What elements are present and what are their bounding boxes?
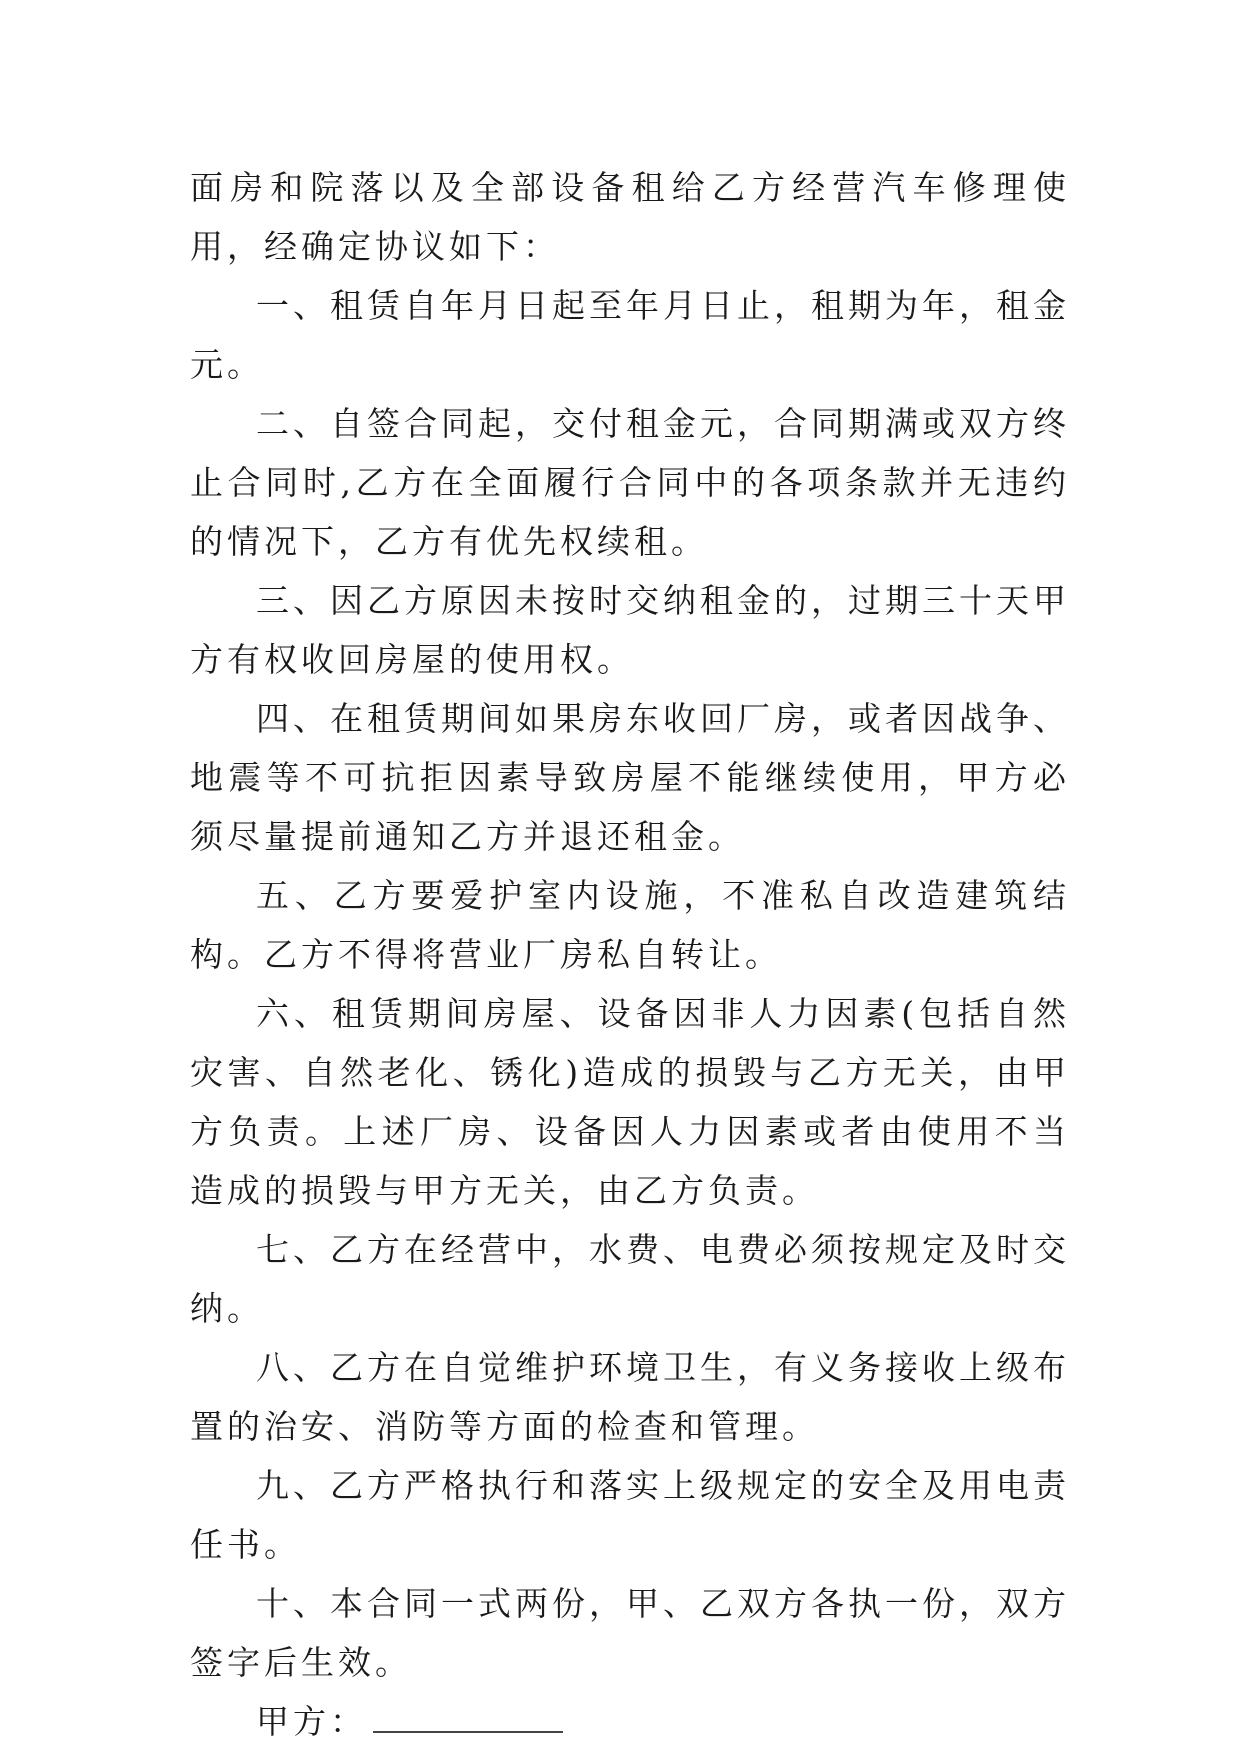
clause-5: 五、乙方要爱护室内设施，不准私自改造建筑结构。乙方不得将营业厂房私自转让。 bbox=[190, 876, 1070, 974]
clause-6: 六、租赁期间房屋、设备因非人力因素(包括自然灾害、自然老化、锈化)造成的损毁与乙方无关，由甲方负责。上述厂房、设备因人力因素或者由使用不当造成的损毁与甲方无关，由乙方负责。 bbox=[190, 994, 1070, 1210]
document-body bbox=[190, 158, 1070, 1751]
clause-2: 二、自签合同起，交付租金元，合同期满或双方终止合同时,乙方在全面履行合同中的各项条款并无违约的情况下，乙方有优先权续租。 bbox=[190, 404, 1070, 561]
clause-8: 八、乙方在自觉维护环境卫生，有义务接收上级布置的治安、消防等方面的检查和管理。 bbox=[190, 1348, 1070, 1446]
signature-blank bbox=[373, 1701, 563, 1733]
signature-label: 甲方： bbox=[256, 1702, 367, 1741]
clause-4: 四、在租赁期间如果房东收回厂房，或者因战争、地震等不可抗拒因素导致房屋不能继续使用，甲方必须尽量提前通知乙方并退还租金。 bbox=[190, 699, 1070, 856]
clause-1: 一、租赁自年月日起至年月日止，租期为年，租金元。 bbox=[190, 286, 1070, 384]
paragraph-intro-continuation: 面房和院落以及全部设备租给乙方经营汽车修理使用，经确定协议如下： bbox=[190, 168, 1070, 266]
clause-3: 三、因乙方原因未按时交纳租金的，过期三十天甲方有权收回房屋的使用权。 bbox=[190, 581, 1070, 679]
clause-7: 七、乙方在经营中，水费、电费必须按规定及时交纳。 bbox=[190, 1230, 1070, 1328]
clause-10: 十、本合同一式两份，甲、乙双方各执一份，双方签字后生效。 bbox=[190, 1584, 1070, 1682]
clause-9: 九、乙方严格执行和落实上级规定的安全及用电责任书。 bbox=[190, 1466, 1070, 1564]
signature-line-party-a bbox=[190, 1692, 1070, 1751]
